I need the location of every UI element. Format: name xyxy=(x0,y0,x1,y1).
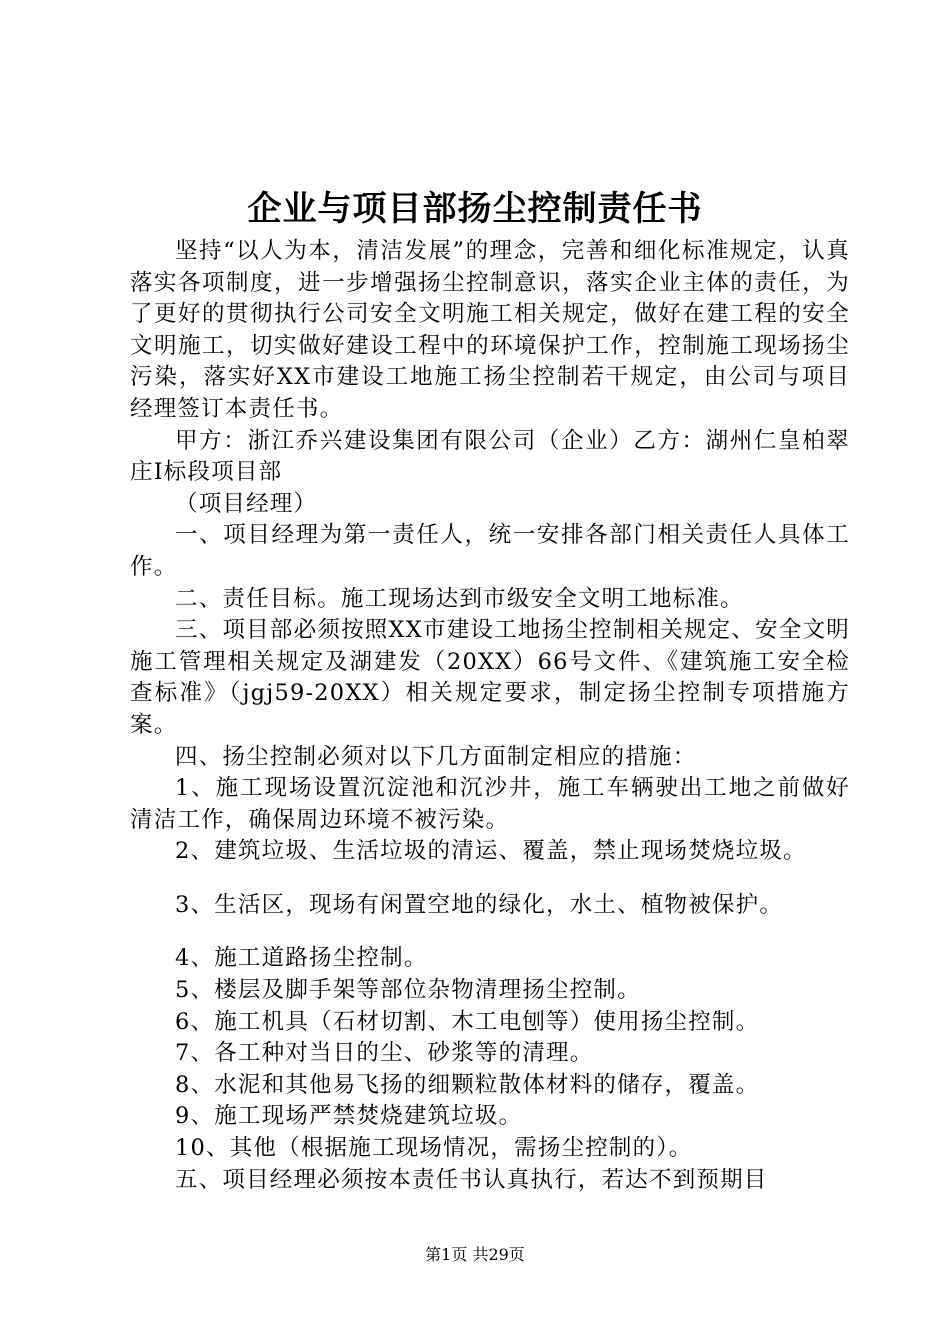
measure-item: 9、施工现场严禁焚烧建筑垃圾。 xyxy=(175,1103,523,1130)
measure-item: 6、施工机具（石材切割、木工电刨等）使用扬尘控制。 xyxy=(175,1008,760,1035)
measure-item: 7、各工种对当日的尘、砂浆等的清理。 xyxy=(175,1040,594,1067)
parties-paragraph: 甲方：浙江乔兴建设集团有限公司（企业）乙方：湖州仁皇柏翠庄Ⅰ标段项目部 xyxy=(130,427,850,486)
document-body xyxy=(130,236,850,1196)
clause-4: 四、扬尘控制必须对以下几方面制定相应的措施： xyxy=(175,743,697,770)
clause-3: 三、项目部必须按照XX市建设工地扬尘控制相关规定、安全文明施工管理相关规定及湖建发（20XX）66号文件、《建筑施工安全检查标准》（jgj59-20XX）相关规定要求，制定扬尘控制专项措施方案。 xyxy=(130,617,850,738)
measure-item: 2、建筑垃圾、生活垃圾的清运、覆盖，禁止现场焚烧垃圾。 xyxy=(175,838,807,865)
clause-5: 五、项目经理必须按本责任书认真执行，若达不到预期目 xyxy=(175,1166,768,1193)
intro-paragraph: 坚持“以人为本，清洁发展”的理念，完善和细化标准规定，认真落实各项制度，进一步增强扬尘控制意识，落实企业主体的责任，为了更好的贯彻执行公司安全文明施工相关规定，做好在建工程的安全文明施工，切实做好建设工程中的环境保护工作，控制施工现场扬尘污染，落实好XX市建设工地施工扬尘控制若干规定，由公司与项目经理签订本责任书。 xyxy=(130,238,850,422)
document-title: 企业与项目部扬尘控制责任书 xyxy=(247,189,703,229)
measure-item: 5、楼层及脚手架等部位杂物清理扬尘控制。 xyxy=(175,977,641,1004)
measure-item: 4、施工道路扬尘控制。 xyxy=(175,945,428,972)
measure-item: 10、其他（根据施工现场情况，需扬尘控制的）。 xyxy=(175,1135,693,1162)
measure-item: 8、水泥和其他易飞扬的细颗粒散体材料的储存，覆盖。 xyxy=(175,1071,760,1098)
measure-item: 1、施工现场设置沉淀池和沉沙井，施工车辆驶出工地之前做好清洁工作，确保周边环境不被污染。 xyxy=(130,775,850,833)
measure-item: 3、生活区，现场有闲置空地的绿化，水土、植物被保护。 xyxy=(175,891,784,918)
party-b-role: （项目经理） xyxy=(175,490,318,517)
clause-2: 二、责任目标。施工现场达到市级安全文明工地标准。 xyxy=(175,585,744,612)
page-indicator: 第1页 共29页 xyxy=(425,1245,525,1264)
clause-1: 一、项目经理为第一责任人，统一安排各部门相关责任人具体工作。 xyxy=(130,522,850,580)
